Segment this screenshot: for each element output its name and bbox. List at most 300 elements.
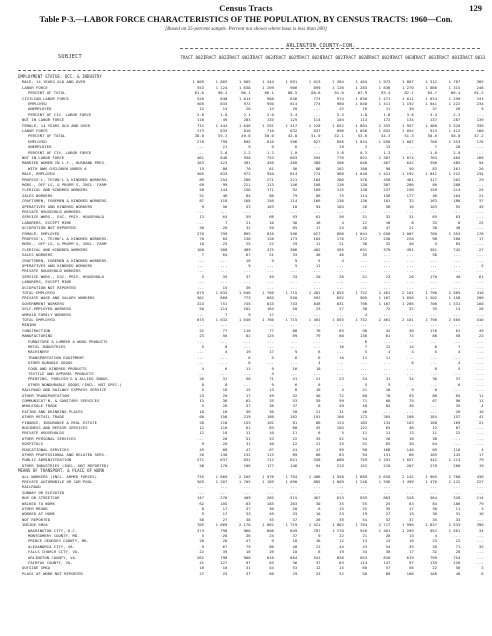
cell-value: ...: [476, 241, 484, 247]
cell-value: 442: [429, 457, 437, 463]
cell-value: ...: [406, 311, 414, 317]
cell-value: 5: [318, 257, 321, 263]
cell-value: 80: [269, 543, 274, 549]
cell-value: ...: [360, 257, 368, 263]
cell-value: 528: [406, 495, 414, 501]
cell-value: 1 804: [355, 122, 368, 128]
cell-value: 60: [199, 414, 204, 420]
cell-value: 166: [313, 198, 321, 204]
cell-value: 82: [245, 333, 251, 339]
cell-value: 28: [222, 533, 228, 538]
row-label: PRIVATE AUTOMOBILE OR CAR POOL: [22, 479, 93, 484]
cell-value: 93: [409, 392, 414, 398]
cell-value: 301: [196, 295, 204, 301]
cell-value: 1 787: [448, 79, 461, 85]
cell-value: 816: [266, 554, 274, 560]
cell-value: 63: [455, 214, 461, 220]
cell-value: 632: [290, 128, 298, 133]
cell-value: ...: [196, 149, 204, 155]
row-label: PERCENT OF CIV. LABOR FORCE: [28, 149, 92, 155]
cell-value: 23: [432, 538, 437, 544]
cell-value: 328: [453, 495, 461, 501]
cell-value: 12: [455, 538, 461, 544]
row-label: WORKED AT HOME: [22, 511, 55, 517]
cell-value: 83: [385, 403, 391, 409]
cell-value: 456: [266, 160, 274, 166]
cell-value: 106: [406, 570, 414, 576]
cell-value: 1 030: [355, 95, 368, 101]
cell-value: 30: [315, 500, 321, 506]
cell-value: ...: [429, 489, 437, 495]
cell-value: 86: [315, 192, 321, 198]
cell-value: 1 669: [215, 473, 228, 479]
cell-value: ...: [336, 371, 344, 376]
cell-value: 5: [434, 241, 437, 247]
tract-header: TRACT 0033: [459, 55, 486, 60]
cell-value: 1 715: [285, 290, 298, 295]
cell-value: 58: [199, 187, 204, 193]
cell-value: 19: [409, 511, 414, 517]
cell-value: ...: [406, 354, 414, 360]
cell-value: 1 752: [355, 290, 368, 295]
cell-value: 115: [336, 187, 344, 193]
row-label: UNEMPLOYED: [28, 144, 52, 150]
cell-value: ...: [383, 209, 391, 214]
cell-value: 62: [199, 500, 204, 506]
cell-value: 27: [478, 246, 484, 252]
cell-value: 631: [360, 246, 368, 252]
cell-value: 146: [290, 462, 298, 468]
cell-value: ...: [476, 554, 484, 560]
cell-value: 93.4: [381, 90, 391, 96]
cell-value: 47: [385, 225, 391, 231]
row-label: OUTSIDE SMSA: [22, 565, 51, 571]
cell-value: 17: [245, 392, 251, 398]
cell-value: 92: [455, 203, 461, 209]
row-label: PROFESS'L, TECHN'L & KINDRED WORKERS.: [22, 176, 109, 182]
row-label: LABORERS, EXCEPT MINE: [22, 219, 72, 225]
cell-value: 8: [318, 549, 321, 555]
cell-value: 79: [245, 543, 251, 549]
cell-value: 1.8: [383, 111, 391, 117]
cell-value: 286: [406, 182, 414, 187]
cell-value: 11: [245, 430, 251, 436]
row-label: WALKED TO WORK: [22, 500, 55, 506]
cell-value: ...: [313, 268, 321, 274]
cell-value: 99: [222, 182, 228, 187]
cell-value: 74: [409, 333, 414, 339]
cell-value: 86: [432, 182, 437, 187]
cell-value: 950: [266, 101, 274, 106]
cell-value: 36: [269, 403, 274, 409]
cell-value: 66: [269, 570, 274, 576]
cell-value: 59: [245, 214, 251, 220]
cell-value: 520: [196, 95, 204, 101]
cell-value: 33: [409, 198, 414, 204]
cell-value: 1 284: [332, 79, 344, 85]
cell-value: 1 126: [332, 84, 344, 90]
cell-value: 6: [434, 387, 437, 393]
cell-value: 742: [453, 246, 461, 252]
cell-value: 20: [199, 538, 204, 544]
row-label: SELF-EMPLOYED WORKERS: [22, 306, 72, 312]
cell-value: 33: [245, 511, 251, 517]
cell-value: 70: [199, 236, 204, 241]
cell-value: 114: [476, 495, 484, 501]
cell-value: 5: [294, 263, 298, 268]
cell-value: 48: [362, 225, 368, 231]
cell-value: 833: [220, 128, 228, 133]
row-label: OPERATIVES AND KINDRED WORKERS: [22, 263, 93, 268]
cell-value: 82: [432, 165, 437, 171]
cell-value: 773: [243, 295, 251, 301]
cell-value: 40: [315, 392, 321, 398]
cell-value: 627: [313, 230, 321, 236]
cell-value: 899: [313, 84, 321, 90]
cell-value: 4: [411, 349, 414, 355]
cell-value: 25: [385, 500, 391, 506]
cell-value: ...: [360, 489, 368, 495]
cell-value: 1 044: [355, 138, 368, 144]
cell-value: 743: [290, 300, 298, 306]
cell-value: ...: [476, 489, 484, 495]
cell-value: 99: [339, 446, 344, 452]
cell-value: 1 044: [355, 230, 368, 236]
cell-value: ...: [476, 376, 484, 382]
cell-value: ...: [313, 149, 321, 155]
cell-value: 9: [294, 257, 298, 263]
cell-value: 37: [432, 106, 437, 112]
cell-value: ...: [476, 549, 484, 555]
cell-value: 36: [245, 533, 251, 538]
cell-value: ...: [476, 214, 484, 220]
cell-value: ...: [220, 354, 228, 360]
cell-value: 134: [406, 117, 414, 123]
cell-value: ...: [476, 354, 484, 360]
row-label: LABOR FORCE: [22, 128, 48, 133]
cell-value: 143: [453, 452, 461, 457]
row-label: OTHER TRANSPORTATION: [22, 392, 69, 398]
cell-value: 88: [292, 327, 298, 333]
cell-value: 774: [313, 101, 321, 106]
cell-value: 40: [269, 441, 274, 447]
cell-value: ...: [383, 360, 391, 366]
cell-value: 637: [220, 457, 228, 463]
cell-value: ...: [196, 209, 204, 214]
cell-value: 1 090: [285, 479, 298, 484]
cell-value: 31: [409, 214, 414, 220]
cell-value: 208: [453, 182, 461, 187]
cell-value: ...: [313, 344, 321, 349]
cell-value: 960: [243, 527, 251, 533]
cell-value: 6: [318, 430, 321, 436]
cell-value: ...: [266, 338, 274, 344]
cell-value: 66: [315, 452, 321, 457]
row-label: CONSTRUCTION: [22, 327, 51, 333]
cell-value: 1 222: [448, 101, 461, 106]
cell-value: ...: [220, 371, 228, 376]
cell-value: 150: [243, 187, 251, 193]
cell-value: 803: [290, 155, 298, 160]
cell-value: 33: [292, 273, 298, 279]
cell-value: 833: [220, 101, 228, 106]
cell-value: 79: [478, 457, 484, 463]
cell-value: 751: [220, 300, 228, 306]
cell-value: 58.6: [427, 133, 437, 139]
cell-value: 287: [453, 117, 461, 123]
cell-value: ...: [453, 484, 461, 490]
cell-value: 491: [243, 160, 251, 166]
cell-value: 11: [478, 398, 484, 403]
cell-value: ...: [406, 268, 414, 274]
cell-value: 94: [478, 160, 484, 166]
cell-value: 25: [222, 241, 228, 247]
cell-value: ...: [360, 371, 368, 376]
cell-value: 162: [290, 414, 298, 420]
cell-value: ...: [406, 263, 414, 268]
row-label: MALE, EMPLOYED: [22, 171, 55, 177]
cell-value: 34: [409, 376, 414, 382]
cell-value: 23: [385, 273, 391, 279]
cell-value: 207: [406, 462, 414, 468]
cell-value: 51: [245, 435, 251, 441]
cell-value: 34: [362, 549, 368, 555]
cell-value: 966: [290, 84, 298, 90]
cell-value: 908: [243, 554, 251, 560]
cell-value: ...: [313, 489, 321, 495]
cell-value: 1 837: [425, 522, 437, 528]
cell-value: 27: [222, 516, 228, 522]
cell-value: 25: [339, 106, 344, 112]
cell-value: ...: [290, 371, 298, 376]
cell-value: ...: [429, 338, 437, 344]
cell-value: 2 265: [238, 473, 251, 479]
cell-value: 9: [271, 538, 274, 544]
cell-value: 515: [290, 495, 298, 501]
cell-value: 22: [269, 241, 274, 247]
row-label: EMPLOYED: [28, 138, 47, 144]
cell-value: 68: [269, 214, 274, 220]
cell-value: 81: [292, 419, 298, 425]
cell-value: 36: [222, 398, 228, 403]
cell-value: 6: [294, 354, 298, 360]
cell-value: 77: [222, 327, 228, 333]
cell-value: ...: [290, 484, 298, 490]
cell-value: 35: [269, 398, 274, 403]
cell-value: 234: [476, 101, 484, 106]
cell-value: ...: [196, 219, 204, 225]
cell-value: 8: [411, 219, 414, 225]
cell-value: 58: [432, 252, 437, 258]
cell-value: 409: [243, 495, 251, 501]
cell-value: 63: [385, 441, 391, 447]
cell-value: 166: [476, 155, 484, 160]
cell-value: 163: [429, 198, 437, 204]
cell-value: 387: [383, 182, 391, 187]
row-label: PERCENT OF TOTAL: [28, 90, 66, 96]
cell-value: 184: [313, 176, 321, 182]
cell-value: 270: [196, 230, 204, 236]
cell-value: 1 011: [401, 95, 414, 101]
cell-value: 2 142: [401, 473, 414, 479]
cell-value: 102: [243, 306, 251, 312]
cell-value: ...: [453, 533, 461, 538]
cell-value: 81: [269, 165, 274, 171]
cell-value: 384: [429, 495, 437, 501]
cell-value: 1 461: [378, 527, 391, 533]
cell-value: 16: [292, 365, 298, 371]
cell-value: ...: [406, 322, 414, 328]
cell-value: 47.2: [474, 133, 484, 139]
cell-value: ...: [220, 268, 228, 274]
cell-value: 11: [362, 354, 368, 360]
cell-value: 675: [196, 317, 204, 322]
cell-value: 390: [476, 522, 484, 528]
cell-value: 1.2: [266, 149, 274, 155]
cell-value: 1 124: [215, 84, 228, 90]
cell-value: 632: [243, 457, 251, 463]
cell-value: 1 401: [308, 290, 321, 295]
cell-value: 25: [222, 570, 228, 576]
cell-value: ...: [453, 263, 461, 268]
cell-value: ...: [196, 311, 204, 317]
cell-value: 23: [339, 511, 344, 517]
row-label: MGRS., OFF'LS, & PROPR'S, INCL. FARM: [22, 241, 107, 247]
cell-value: 81.0: [194, 90, 204, 96]
cell-value: 36: [292, 219, 298, 225]
cell-value: 1 796: [425, 317, 437, 322]
cell-value: ...: [336, 489, 344, 495]
cell-value: 67: [269, 446, 274, 452]
cell-value: 1 476: [425, 479, 437, 484]
row-label: TOTAL EMPLOYED: [22, 290, 55, 295]
cell-value: ...: [196, 489, 204, 495]
cell-value: 1 412: [448, 128, 461, 133]
cell-value: 87: [199, 198, 204, 204]
cell-value: 44: [339, 543, 344, 549]
cell-value: 30: [269, 506, 274, 511]
cell-value: ...: [476, 371, 484, 376]
cell-value: ...: [196, 371, 204, 376]
cell-value: 45: [315, 425, 321, 430]
cell-value: ...: [476, 533, 484, 538]
row-label: EDUCATIONAL SERVICES: [22, 446, 69, 452]
cell-value: 1 632: [215, 290, 228, 295]
cell-value: 10: [269, 219, 274, 225]
cell-value: 17: [315, 225, 321, 231]
cell-value: 1 315: [448, 84, 461, 90]
cell-value: 19: [222, 430, 228, 436]
cell-value: 59: [315, 398, 321, 403]
cell-value: 2 176: [238, 522, 251, 528]
cell-value: 31: [245, 441, 251, 447]
cell-value: ...: [476, 322, 484, 328]
cell-value: 68: [222, 446, 228, 452]
cell-value: 505: [196, 171, 204, 177]
cell-value: 88: [432, 333, 437, 339]
cell-value: 84: [222, 236, 228, 241]
cell-value: 58.8: [450, 133, 461, 139]
cell-value: 3.4: [429, 111, 437, 117]
cell-value: 11: [478, 392, 484, 398]
cell-value: 1 862: [262, 522, 274, 528]
cell-value: 273: [196, 128, 204, 133]
cell-value: 7: [224, 219, 228, 225]
cell-value: ...: [336, 365, 344, 371]
cell-value: 55: [362, 500, 368, 506]
cell-value: 45: [199, 446, 204, 452]
cell-value: 36: [409, 403, 414, 409]
cell-value: 37: [292, 516, 298, 522]
cell-value: 80: [269, 192, 274, 198]
cell-value: 54: [362, 516, 368, 522]
cell-value: 12: [199, 430, 204, 436]
cell-value: ...: [476, 425, 484, 430]
cell-value: 76: [315, 327, 321, 333]
cell-value: 8: [224, 381, 228, 387]
cell-value: 35: [455, 403, 461, 409]
cell-value: 200: [476, 295, 484, 301]
row-label: MINING: [22, 322, 37, 328]
row-label: PRIVATE HOUSEHOLD WORKERS: [22, 268, 81, 274]
cell-value: 183: [360, 419, 368, 425]
cell-value: 1 270: [401, 84, 414, 90]
cell-value: 3: [364, 144, 368, 150]
cell-value: ...: [196, 435, 204, 441]
cell-value: 410: [476, 317, 484, 322]
cell-value: 642: [406, 160, 414, 166]
cell-value: 1 007: [401, 230, 414, 236]
cell-value: 203: [290, 500, 298, 506]
cell-value: 1 905: [238, 79, 251, 85]
cell-value: 254: [220, 176, 228, 182]
cell-value: 28: [455, 144, 461, 150]
row-label: MANUFACTURING: [22, 333, 53, 339]
cell-value: 139: [476, 117, 484, 123]
cell-value: ...: [196, 322, 204, 328]
cell-value: ...: [336, 268, 344, 274]
cell-value: 30: [409, 327, 414, 333]
cell-value: ...: [476, 430, 484, 436]
cell-value: 1 057: [401, 457, 414, 463]
cell-value: 271: [266, 176, 274, 182]
cell-value: 36: [292, 165, 298, 171]
cell-value: 20: [245, 106, 251, 112]
cell-value: 81: [455, 327, 461, 333]
cell-value: 110: [453, 446, 461, 452]
cell-value: 49: [478, 327, 484, 333]
cell-value: 1 266: [401, 300, 414, 306]
cell-value: 50.0: [264, 133, 274, 139]
cell-value: ...: [220, 257, 228, 263]
cell-value: 24: [339, 225, 344, 231]
cell-value: 2 628: [378, 473, 391, 479]
cell-value: ...: [313, 371, 321, 376]
subject-heading: SUBJECT: [58, 54, 82, 60]
cell-value: ...: [406, 338, 414, 344]
cell-value: 12: [339, 538, 344, 544]
cell-value: 863: [383, 495, 391, 501]
cell-value: 173: [360, 414, 368, 420]
cell-value: 132: [243, 452, 251, 457]
cell-value: 885: [313, 479, 321, 484]
cell-value: ...: [429, 279, 437, 285]
tract-header: TRACT 0022: [203, 55, 229, 60]
cell-value: 4: [201, 365, 204, 371]
cell-value: ...: [476, 349, 484, 355]
cell-value: 18: [292, 538, 298, 544]
cell-value: ...: [290, 344, 298, 349]
